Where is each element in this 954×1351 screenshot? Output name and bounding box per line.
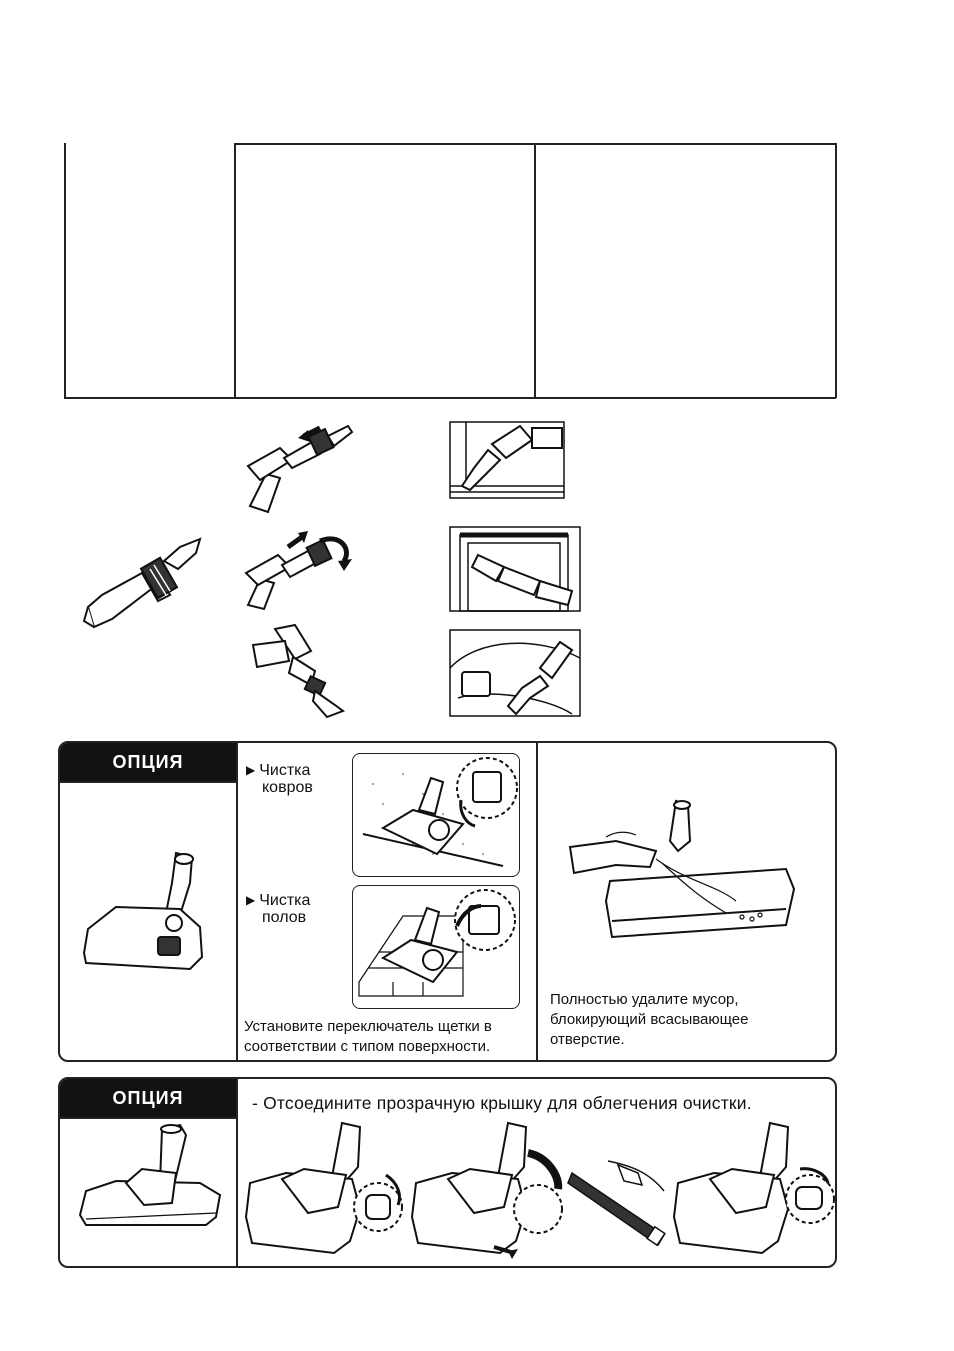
floor-brush-icon — [80, 853, 210, 973]
turbo-brush-icon — [670, 1123, 840, 1259]
turbo-brush-icon — [76, 1125, 226, 1229]
crevice-tool-icon — [82, 535, 207, 635]
carpet-mode-icon — [353, 754, 519, 876]
top-empty-table — [64, 143, 836, 398]
door-frame-icon — [448, 525, 582, 613]
floor-mode-icon — [353, 886, 519, 1008]
carpet-label: ▶ Чистка ковров — [246, 762, 313, 796]
option-panel-2 — [58, 1077, 837, 1268]
remove-caption: Полностью удалите мусор, блокирующий всасывающее отверстие. — [550, 991, 749, 1048]
option-badge: ОПЦИЯ — [60, 1079, 236, 1117]
instruction-text: - Отсоедините прозрачную крышку для облегчения очистки. — [252, 1093, 752, 1113]
carpet-mode-frame — [352, 753, 520, 877]
switch-caption: Установите переключатель щетки в соответствии с типом поверхности. — [244, 1018, 492, 1055]
wand-rotate-icon — [240, 525, 360, 615]
option-badge: ОПЦИЯ — [60, 743, 236, 781]
brush-roll-icon — [568, 1161, 668, 1251]
floor-mode-frame — [352, 885, 520, 1009]
car-seat-icon — [448, 628, 582, 718]
turbo-brush-icon — [408, 1123, 568, 1263]
window-frame-icon — [448, 420, 566, 500]
option-panel-1 — [58, 741, 837, 1062]
wand-attach-icon — [240, 418, 355, 518]
turbo-brush-icon — [242, 1123, 402, 1259]
floor-label: ▶ Чистка полов — [246, 892, 311, 926]
hand-cleaning-icon — [566, 801, 806, 951]
wand-tool-icon — [245, 625, 350, 717]
